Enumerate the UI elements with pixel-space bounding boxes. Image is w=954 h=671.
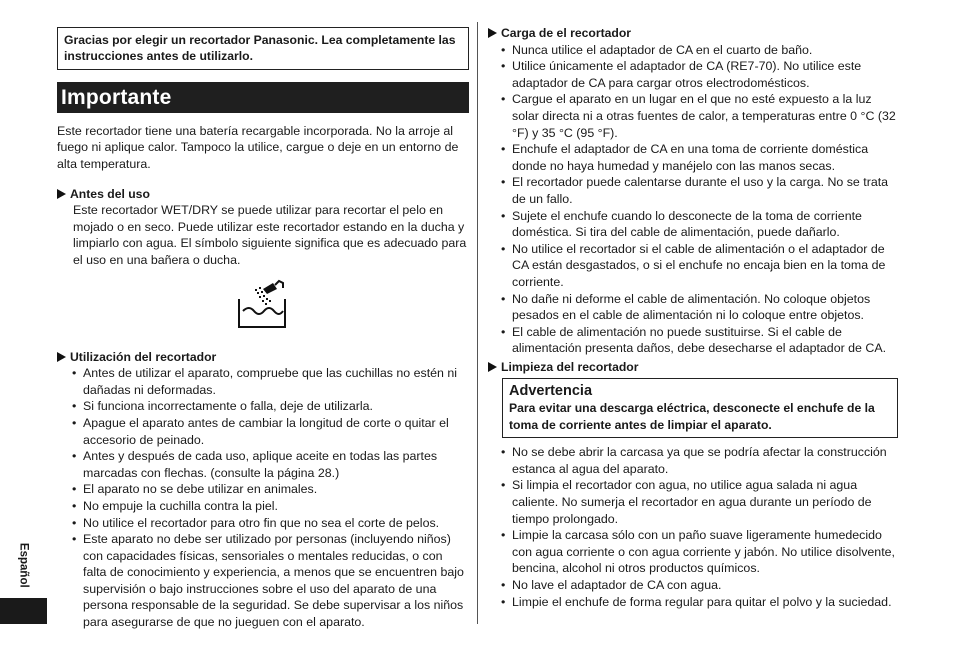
intro-paragraph: Este recortador tiene una batería recargable incorporada. No la arroje al fuego ni aplique calor. Tampoco la utilice, cargue o deje en un entorno de alta temperatura. [57, 123, 459, 171]
antes-heading [57, 186, 469, 203]
list-item: • No utilice el recortador si el cable de alimentación o el adaptador de CA están desgastados, o si el enchufe no encaja bien en la toma de corriente. [512, 241, 898, 291]
limpieza-heading [488, 359, 898, 376]
utilizacion-section [57, 349, 469, 631]
section-title: Importante [57, 82, 469, 113]
limpieza-list [488, 444, 898, 610]
list-item: • No utilice el recortador para otro fin que no sea el corte de pelos. [83, 515, 469, 532]
language-tab-marker [0, 598, 47, 624]
list-item: • Nunca utilice el adaptador de CA en el cuarto de baño. [512, 42, 898, 59]
utilizacion-heading [57, 349, 469, 366]
list-item: • Enchufe el adaptador de CA en una toma de corriente doméstica donde no haya humedad y manéjelo con las manos secas. [512, 141, 898, 174]
limpieza-heading-label: Limpieza del recortador [501, 359, 639, 374]
antes-section [57, 186, 469, 349]
arrow-icon [57, 352, 66, 362]
carga-list [488, 42, 898, 357]
list-item: • El cable de alimentación no puede sustituirse. Si el cable de alimentación presenta daños, debe desecharse el adaptador de CA. [512, 324, 898, 357]
list-item: • Si funciona incorrectamente o falla, deje de utilizarla. [83, 398, 469, 415]
list-item: • Utilice únicamente el adaptador de CA (RE7-70). No utilice este adaptador de CA para cargar otros electrodomésticos. [512, 58, 898, 91]
list-item: • Cargue el aparato en un lugar en el que no esté expuesto a la luz solar directa ni a otras fuentes de calor, a temperaturas entre 0 °C (32 °F) y 35 °C (95 °F). [512, 91, 898, 141]
list-item: • Si limpia el recortador con agua, no utilice agua salada ni agua caliente. No sumerja el recortador en agua durante un período de tiempo prolongado. [512, 477, 898, 527]
right-column [488, 25, 898, 610]
list-item: • El recortador puede calentarse durante el uso y la carga. No se trata de un fallo. [512, 174, 898, 207]
language-tab-label: Español [17, 542, 30, 588]
utilizacion-list [57, 365, 469, 631]
warning-title: Advertencia [509, 383, 593, 400]
list-item: • Limpie el enchufe de forma regular para quitar el polvo y la suciedad. [512, 594, 898, 611]
carga-heading [488, 25, 898, 42]
list-item: • Antes y después de cada uso, aplique aceite en todas las partes marcadas con flechas. (consulte la página 28.) [83, 448, 469, 481]
left-column [57, 27, 469, 631]
intro-notice: Gracias por elegir un recortador Panasonic. Lea completamente las instrucciones antes de utilizarlo. [57, 27, 469, 70]
warning-box [502, 378, 898, 438]
arrow-icon [57, 189, 66, 199]
shower-bath-icon [57, 269, 469, 349]
utilizacion-heading-label: Utilización del recortador [70, 349, 217, 364]
list-item: • Apague el aparato antes de cambiar la longitud de corte o quitar el accesorio de peinado. [83, 415, 469, 448]
list-item: • Sujete el enchufe cuando lo desconecte de la toma de corriente doméstica. Si tira del cable de alimentación, puede dañarlo. [512, 208, 898, 241]
warning-text: Para evitar una descarga eléctrica, desconecte el enchufe de la toma de corriente antes de limpiar el aparato. [509, 401, 875, 432]
list-item: • Este aparato no debe ser utilizado por personas (incluyendo niños) con capacidades físicas, sensoriales o mentales reducidas, o con falta de conocimiento y experiencia, a menos que se encuentren bajo supervisión o bajo instrucciones sobre el uso del aparato de una persona responsable de la seguridad. Se debe supervisar a los niños para asegurarse de que no jueguen con el aparato. [83, 531, 469, 631]
list-item: • No lave el adaptador de CA con agua. [512, 577, 898, 594]
language-tab [0, 532, 47, 598]
list-item: • El aparato no se debe utilizar en animales. [83, 481, 469, 498]
list-item: • No dañe ni deforme el cable de alimentación. No coloque objetos pesados en el cable de alimentación ni lo coloque entre objetos. [512, 291, 898, 324]
list-item: • Limpie la carcasa sólo con un paño suave ligeramente humedecido con agua corriente o con agua corriente y jabón. No utilice disolvente, bencina, alcohol ni otros productos químicos. [512, 527, 898, 577]
column-divider [477, 22, 478, 624]
arrow-icon [488, 362, 497, 372]
list-item: • No se debe abrir la carcasa ya que se podría afectar la construcción estanca al agua del aparato. [512, 444, 898, 477]
list-item: • No empuje la cuchilla contra la piel. [83, 498, 469, 515]
carga-heading-label: Carga de el recortador [501, 26, 632, 40]
arrow-icon [488, 28, 497, 38]
list-item: • Antes de utilizar el aparato, compruebe que las cuchillas no estén ni dañadas ni deformadas. [83, 365, 469, 398]
antes-heading-label: Antes del uso [70, 186, 150, 201]
antes-text: Este recortador WET/DRY se puede utilizar para recortar el pelo en mojado o en seco. Puede utilizar este recortador estando en la ducha y limpiarlo con agua. El símbolo siguiente significa que es adecuado para el uso en una bañera o ducha. [73, 203, 467, 267]
